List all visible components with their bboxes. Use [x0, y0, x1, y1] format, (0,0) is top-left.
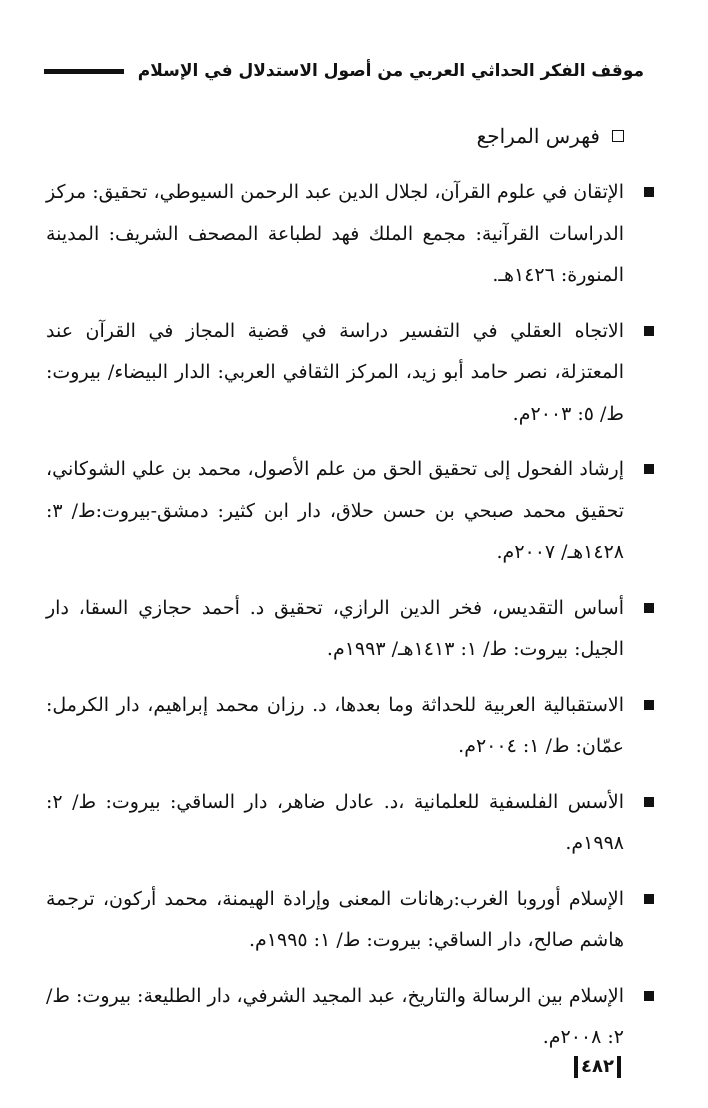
- reference-text: الاستقبالية العربية للحداثة وما بعدها، د. رزان محمد إبراهيم، دار الكرمل: عمّان: ط/ ١: ٢٠٠٤م.: [46, 693, 624, 757]
- square-bullet-icon: [644, 700, 654, 710]
- page-number: ٤٨٢: [574, 1056, 621, 1078]
- running-header: [44, 54, 644, 88]
- reference-item: [46, 588, 624, 671]
- reference-text: إرشاد الفحول إلى تحقيق الحق من علم الأصول، محمد بن علي الشوكاني، تحقيق محمد صبحي بن حسن حلاق، دار ابن كثير: دمشق-بيروت:ط/ ٣: ١٤٢٨هـ/ ٢٠٠٧م.: [46, 458, 624, 563]
- reference-item: [46, 449, 624, 574]
- reference-list: [46, 172, 624, 1073]
- reference-text: الإسلام بين الرسالة والتاريخ، عبد المجيد الشرفي، دار الطليعة: بيروت: ط/ ٢: ٢٠٠٨م.: [46, 984, 624, 1048]
- reference-item: [46, 685, 624, 768]
- reference-item: [46, 976, 624, 1059]
- reference-text: الاتجاه العقلي في التفسير دراسة في قضية المجاز في القرآن عند المعتزلة، نصر حامد أبو زيد، المركز الثقافي العربي: الدار البيضاء/ بيروت: ط/ ٥: ٢٠٠٣م.: [46, 319, 624, 425]
- reference-text: الإتقان في علوم القرآن، لجلال الدين عبد الرحمن السيوطي، تحقيق: مركز الدراسات القرآنية: مجمع الملك فهد لطباعة المصحف الشريف: المدينة المنورة: ١٤٢٦هـ.: [46, 181, 624, 286]
- reference-item: [46, 782, 624, 865]
- header-rule: [44, 69, 124, 74]
- section-heading: [477, 124, 624, 148]
- reference-text: أساس التقديس، فخر الدين الرازي، تحقيق د. أحمد حجازي السقا، دار الجيل: بيروت: ط/ ١: ١٤١٣هـ/ ١٩٩٣م.: [46, 596, 624, 660]
- section-heading-text: فهرس المراجع: [476, 124, 600, 148]
- reference-item: [46, 311, 624, 436]
- square-bullet-icon: [644, 603, 654, 613]
- square-bullet-icon: [644, 991, 654, 1001]
- reference-item: [46, 879, 624, 962]
- square-bullet-icon: [644, 797, 654, 807]
- square-bullet-icon: [644, 894, 654, 904]
- reference-text: الإسلام أوروبا الغرب:رهانات المعنى وإرادة الهيمنة، محمد أركون، ترجمة هاشم صالح، دار الساقي: بيروت: ط/ ١: ١٩٩٥م.: [46, 887, 624, 951]
- hollow-square-bullet-icon: [612, 130, 624, 142]
- reference-item: [46, 172, 624, 297]
- square-bullet-icon: [644, 326, 654, 336]
- square-bullet-icon: [644, 187, 654, 197]
- running-header-title: موقف الفكر الحداثي العربي من أصول الاستدلال في الإسلام: [137, 61, 644, 81]
- reference-text: الأسس الفلسفية للعلمانية ،د. عادل ضاهر، دار الساقي: بيروت: ط/ ٢: ١٩٩٨م.: [46, 790, 624, 854]
- square-bullet-icon: [644, 464, 654, 474]
